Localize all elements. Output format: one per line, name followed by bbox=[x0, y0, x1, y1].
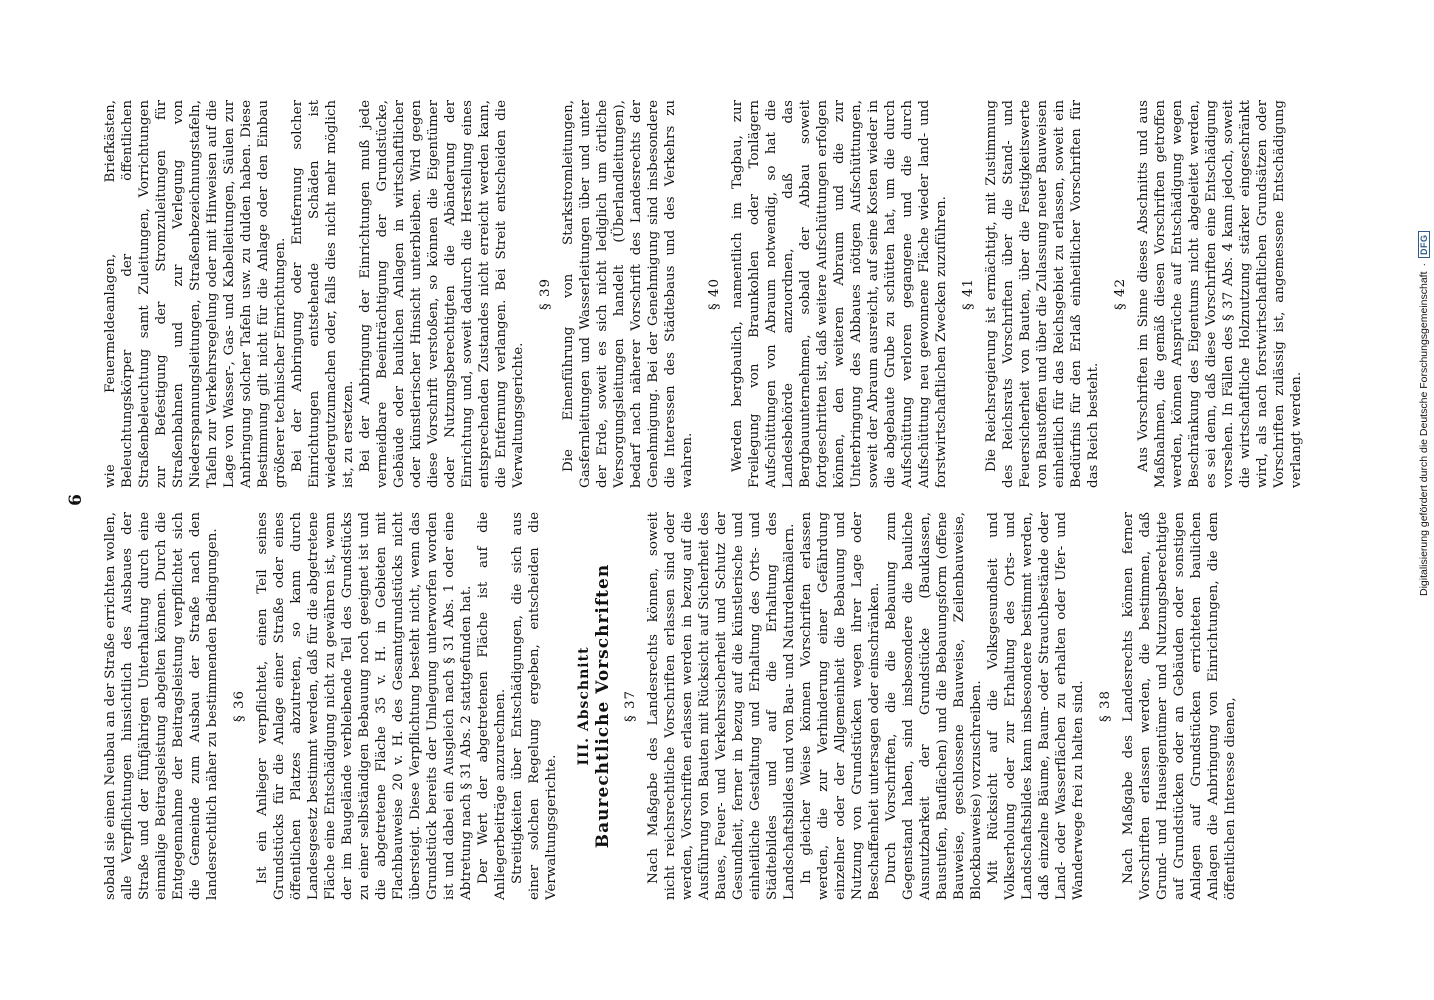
paragraph: Bei der Anbringung der Einrichtungen muß jede vermeidbare Beeinträchtigung der Grundstücke, Gebäude oder baulichen Anlagen in wirtschaftlicher oder künstlerischer Hinsicht unterbleiben. Wird gegen diese Vorschrift verstoßen, so können die Eigentümer oder Nutzungsberechtigten die Abänderung der Einrichtung und, soweit dadurch die Herstellung eines entsprechenden Zustandes nicht erreicht werden kann, die Entfernung verlangen. Bei Streit entscheiden die Verwaltungsgerichte. bbox=[358, 100, 526, 488]
paragraph: Nach Maßgabe des Landesrechts können ferner Vorschriften erlassen werden, die bestimmen, daß Grund- und Hauseigentümer und Nutzungsberechtigte auf Grundstücken oder an Gebäuden oder sonstigen Anlagen auf Grundstücken errichteten baulichen Anlagen die Anbringung von Einrichtungen, die dem öffentlichen Interesse dienen, bbox=[1121, 512, 1238, 900]
section-heading-40: § 40 bbox=[707, 278, 722, 310]
section-heading-37: § 37 bbox=[623, 690, 638, 722]
section-heading-42: § 42 bbox=[1113, 278, 1128, 310]
paragraph: In gleicher Weise können Vorschriften erlassen werden, die zur Verhinderung einer Gefährdung einzelner oder der Allgemeinheit die Bebauung und Nutzung von Grundstücken wegen ihrer Lage oder Beschaffenheit untersagen oder einschränken. bbox=[799, 512, 882, 900]
watermark-text: Digitalisierung gefördert durch die Deutsche Forschungsgemeinschaft bbox=[1418, 271, 1430, 596]
section-heading-38: § 38 bbox=[1098, 690, 1113, 722]
section-heading-36: § 36 bbox=[232, 690, 247, 722]
paragraph: Die Einenführung von Starkstromleitungen, Gasfernleitungen und Wasserleitungen über und unter der Erde, soweit es sich nicht lediglich um örtliche Versorgungsleitungen handelt (Überlandleitungen), bedarf nach näherer Vorschrift des Landesrechts der Genehmigung. Bei der Genehmigung sind insbesondere die Interessen des Städtebaus und des Verkehrs zu wahren. bbox=[561, 100, 695, 488]
paragraph: Die Reichsregierung ist ermächtigt, mit Zustimmung des Reichsrats Vorschriften über die Stand- und Feuersicherheit von Bauten, über die Festigkeitswerte von Baustoffen und über die Zulassung neuer Bauweisen einheitlich für das Reichsgebiet zu erlassen, soweit ein Bedürfnis für den Erlaß einheitlicher Vorschriften für das Reich besteht. bbox=[984, 100, 1101, 488]
chapter-heading: III. Abschnitt bbox=[576, 646, 592, 766]
digitization-watermark: Digitalisierung gefördert durch die Deutsche Forschungsgemeinschaft · DFG bbox=[1418, 8, 1432, 608]
section-heading-39: § 39 bbox=[538, 278, 553, 310]
section-heading-41: § 41 bbox=[961, 278, 976, 310]
paragraph: Der Wert der abgetretenen Fläche ist auf die Anliegerbeiträge anzurechnen. bbox=[476, 512, 508, 900]
chapter-title: Baurechtliche Vorschriften bbox=[593, 563, 613, 849]
text-column-left bbox=[102, 512, 1239, 900]
text-column-right bbox=[102, 100, 1305, 488]
paragraph: Mit Rücksicht auf die Volksgesundheit und Volkserholung oder zur Erhaltung des Orts- und Landschaftsbildes kann insbesondere bestimmt werden, daß einzelne Bäume, Baum- oder Strauchbestände oder Land- oder Wasserflächen zu erhalten oder Ufer- und Wanderwege frei zu halten sind. bbox=[986, 512, 1086, 900]
paragraph: Durch Vorschriften, die die Bebauung zum Gegenstand haben, sind insbesondere die bauliche Ausnutzbarkeit der Grundstücke (Bauklassen, Baustufen, Bauflächen) und die Bebauungsform (offene Bauweise, geschlossene Bauweise, Zeilenbauweise, Blockbauweise) vorzuschreiben. bbox=[884, 512, 984, 900]
paragraph: wie Feuermeldeanlagen, Briefkästen, Beleuchtungskörper der öffentlichen Straßenbeleuchtung samt Zuleitungen, Vorrichtungen zur Befestigung der Stromzuleitungen für Straßenbahnen und zur Verlegung von Niederspannungsleitungen, Straßenbezeichnungstafeln, Tafeln zur Verkehrsregelung oder mit Hinweisen auf die Lage von Wasser-, Gas- und Kabelleitungen, Säulen zur Anbringung solcher Tafeln usw. zu dulden haben. Diese Bestimmung gilt nicht für die Anlage oder den Einbau größerer technischer Einrichtungen. bbox=[103, 100, 288, 488]
dfg-logo-icon: DFG bbox=[1418, 231, 1430, 258]
paragraph: Bei der Anbringung oder Entfernung solcher Einrichtungen entstehende Schäden ist wiedergutzumachen oder, falls dies nicht mehr möglich ist, zu ersetzen. bbox=[290, 100, 356, 488]
page-number: 6 bbox=[66, 494, 86, 506]
paragraph: Aus Vorschriften im Sinne dieses Abschnitts und aus Maßnahmen, die gemäß diesen Vorschriften getroffen werden, können Ansprüche auf Entschädigung wegen Beschränkung des Eigentums nicht abgeleitet werden, es sei denn, daß diese Vorschriften eine Entschädigung vorsehen. In Fällen des § 37 Abs. 4 kann jedoch, soweit die wirtschaftliche Holznutzung stärker eingeschränkt wird, als nach forstwirtschaftlichen Grundsätzen oder Vorschriften zulässig ist, angemessene Entschädigung verlangt werden. bbox=[1136, 100, 1304, 488]
paragraph: sobald sie einen Neubau an der Straße errichten wollen, alle Verpflichtungen hinsichtlich des Ausbaues der Straße und der fünfjährigen Unterhaltung durch eine einmalige Beitragsleistung abgelten können. Durch die Entgegennahme der Beitragsleistung verpflichtet sich die Gemeinde zum Ausbau der Straße nach den landesrechtlich näher zu bestimmenden Bedingungen. bbox=[103, 512, 220, 900]
paragraph: Streitigkeiten über Entschädigungen, die sich aus einer solchen Regelung ergeben, entscheiden die Verwaltungsgerichte. bbox=[510, 512, 559, 900]
paragraph: Werden bergbaulich, namentlich im Tagbau, zur Freilegung von Braunkohlen oder Tonlägern Aufschüttungen von Abraum notwendig, so hat die Landesbehörde anzuordnen, daß das Bergbauunternehmen, sobald der Abbau soweit fortgeschritten ist, daß weitere Aufschüttungen erfolgen können, den weiteren Abraum und die zur Unterbringung des Abbaues nötigen Aufschüttungen, soweit der Abraum ausreicht, auf seine Kosten wieder in die abgebaute Grube zu schütten hat, um die durch Aufschüttung verloren gegangene und die durch Aufschüttung neu gewonnene Fläche wieder land- und forstwirtschaftlichen Zwecken zuzuführen. bbox=[730, 100, 949, 488]
paragraph: Nach Maßgabe des Landesrechts können, soweit nicht reichsrechtliche Vorschriften erlassen sind oder werden, Vorschriften erlassen werden in bezug auf die Ausführung von Bauten mit Rücksicht auf Sicherheit des Baues, Feuer- und Verkehrssicherheit und Schutz der Gesundheit, ferner in bezug auf die künstlerische und einheitliche Gestaltung und Erhaltung des Orts- und Städtebildes und auf die Erhaltung des Landschaftsbildes und von Bau- und Naturdenkmälern. bbox=[646, 512, 797, 900]
paragraph: Ist ein Anlieger verpflichtet, einen Teil seines Grundstücks für die Anlage einer Straße oder eines öffentlichen Platzes abzutreten, so kann durch Landesgesetz bestimmt werden, daß für die abgetretene Fläche eine Entschädigung nicht zu gewähren ist, wenn der im Baugelände verbleibende Teil des Grundstücks zu einer selbständigen Bebauung noch geeignet ist und die abgetretene Fläche 35 v. H. in Gebieten mit Flachbauweise 20 v. H. des Gesamtgrundstücks nicht übersteigt. Diese Verpflichtung besteht nicht, wenn das Grundstück bereits der Umlegung unterworfen worden ist und dabei ein Ausgleich nach § 31 Abs. 1 oder eine Abtretung nach § 31 Abs. 2 stattgefunden hat. bbox=[255, 512, 474, 900]
